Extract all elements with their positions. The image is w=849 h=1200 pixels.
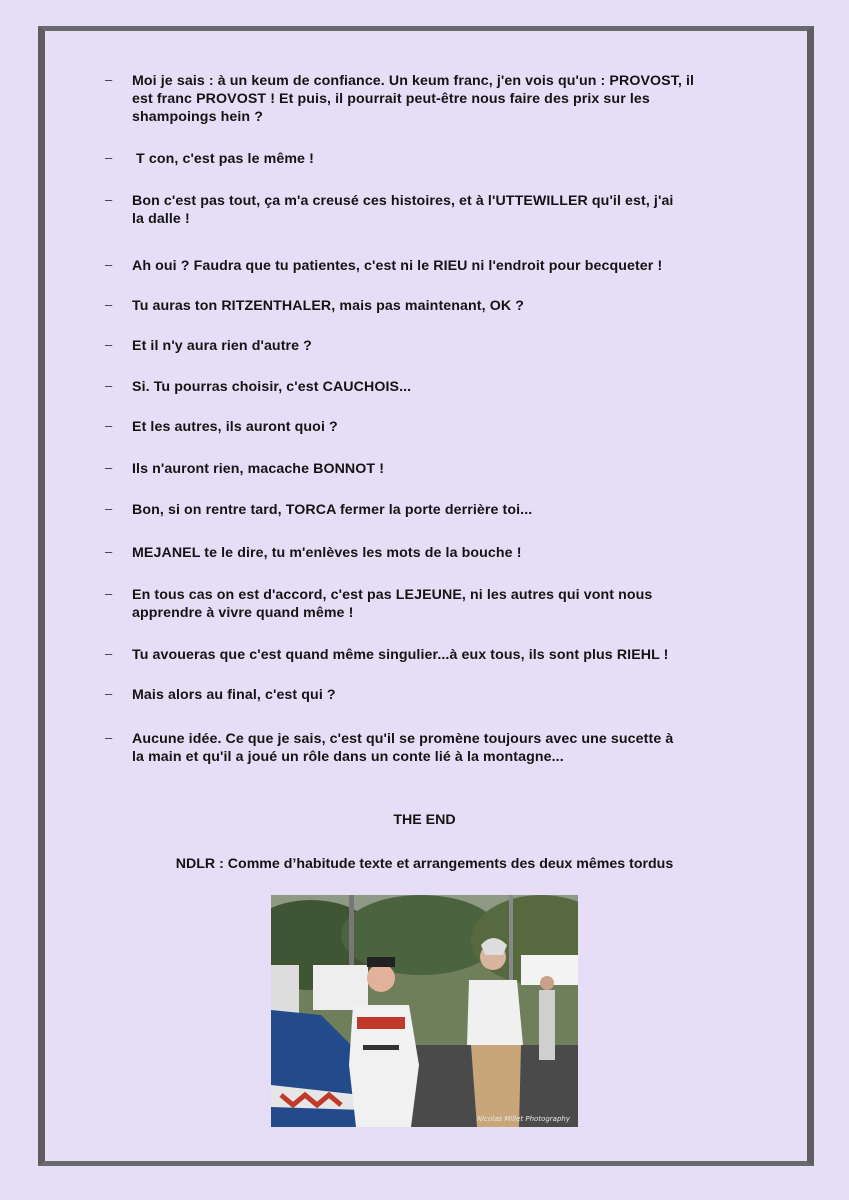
dialogue-line-7: Si. Tu pourras choisir, c'est CAUCHOIS... (132, 379, 412, 395)
dialogue-line-1: Moi je sais : à un keum de confiance. Un keum franc, j'en vois qu'un : PROVOST, il est franc PROVOST ! Et puis, il pourrait peut-être nous faire des prix sur les shampoings hein ? (132, 73, 695, 125)
dialogue-line-10: Bon, si on rentre tard, TORCA fermer la porte derrière toi... (132, 502, 533, 518)
dialogue-dash: – (105, 192, 113, 207)
dialogue-dash: – (105, 586, 113, 601)
dialogue-dash: – (105, 460, 113, 475)
photo-credit: Nicolas Millet Photography (476, 1115, 570, 1123)
dialogue-dash: – (105, 544, 113, 559)
dialogue-dash: – (105, 257, 113, 272)
dialogue-dash: – (105, 297, 113, 312)
dialogue-dash: – (105, 730, 113, 745)
dialogue-dash: – (105, 337, 113, 352)
dialogue-line-12: En tous cas on est d'accord, c'est pas LEJEUNE, ni les autres qui vont nous apprendre à vivre quand même ! (132, 587, 653, 621)
editor-note: NDLR : Comme d’habitude texte et arrangements des deux mêmes tordus (175, 856, 674, 872)
dialogue-dash: – (105, 378, 113, 393)
dialogue-line-4: Ah oui ? Faudra que tu patientes, c'est ni le RIEU ni l'endroit pour becqueter ! (132, 258, 663, 274)
dialogue-dash: – (105, 418, 113, 433)
dialogue-line-14: Mais alors au final, c'est qui ? (132, 687, 336, 703)
dialogue-dash: – (105, 72, 113, 87)
dialogue-line-15: Aucune idée. Ce que je sais, c'est qu'il se promène toujours avec une sucette à la main et qu'il a joué un rôle dans un conte lié à la montagne... (132, 731, 674, 765)
dialogue-dash: – (105, 150, 113, 165)
dialogue-line-9: Ils n'auront rien, macache BONNOT ! (132, 461, 385, 477)
dialogue-dash: – (105, 686, 113, 701)
dialogue-dash: – (105, 646, 113, 661)
dialogue-line-2: T con, c'est pas le même ! (132, 151, 314, 167)
dialogue-line-5: Tu auras ton RITZENTHALER, mais pas maintenant, OK ? (132, 298, 524, 314)
dialogue-line-8: Et les autres, ils auront quoi ? (132, 419, 338, 435)
dialogue-line-11: MEJANEL te le dire, tu m'enlèves les mots de la bouche ! (132, 545, 522, 561)
the-end-heading: THE END (393, 812, 456, 828)
photo-illustration (271, 895, 578, 1127)
dialogue-line-6: Et il n'y aura rien d'autre ? (132, 338, 312, 354)
dialogue-line-13: Tu avoueras que c'est quand même singulier...à eux tous, ils sont plus RIEHL ! (132, 647, 669, 663)
photo (271, 895, 578, 1127)
dialogue-line-3: Bon c'est pas tout, ça m'a creusé ces histoires, et à l'UTTEWILLER qu'il est, j'ai la dalle ! (132, 193, 674, 227)
dialogue-dash: – (105, 501, 113, 516)
